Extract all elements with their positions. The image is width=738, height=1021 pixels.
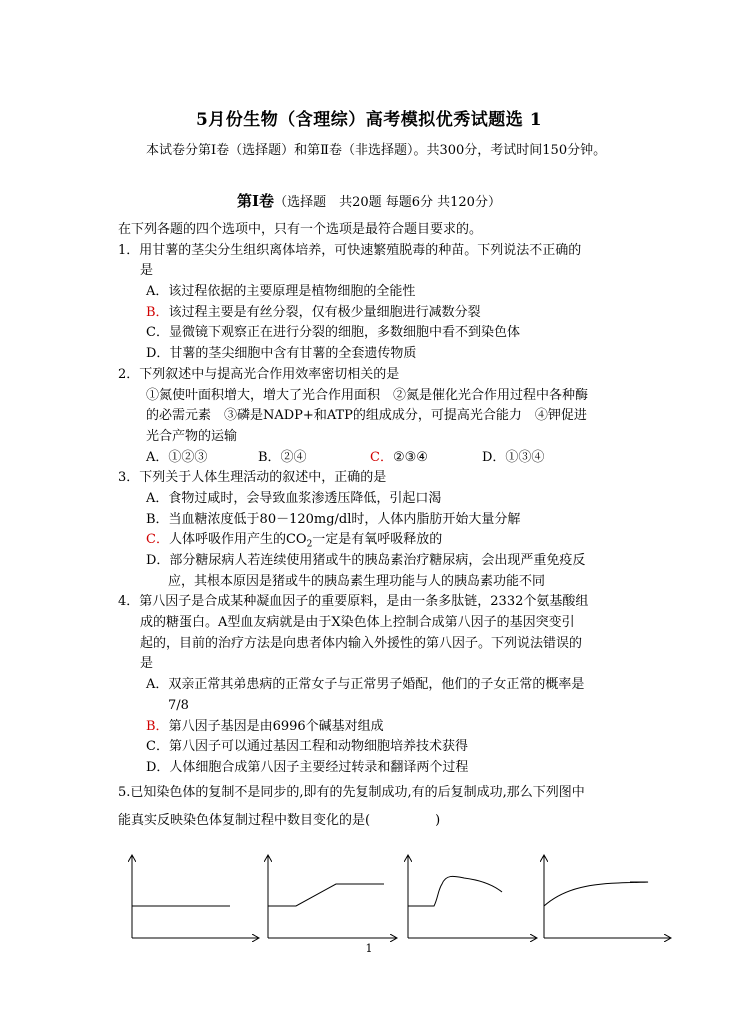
q2-statement-line-3: 光合产物的运输 xyxy=(146,428,238,444)
q3-option-b: B．当血糖浓度低于80－120mg/dl时，人体内脂肪开始大量分解 xyxy=(146,511,521,527)
q5-graph-options xyxy=(118,850,678,950)
q3-option-c-subscript: 2 xyxy=(306,539,313,550)
q3-option-c xyxy=(118,530,628,551)
q4-option-b xyxy=(118,717,628,738)
graph-3 xyxy=(408,856,536,938)
q2-option-c xyxy=(370,448,482,469)
exam-intro: 本试卷分第Ⅰ卷（选择题）和第Ⅱ卷（非选择题）。共300分，考试时间150分钟。 xyxy=(146,143,607,158)
q5-stem-line-2: 能真实反映染色体复制过程中数目变化的是( ) xyxy=(118,813,441,829)
q3-option-c-text: 人体呼吸作用产生的CO xyxy=(168,532,307,548)
section-detail: （选择题 共20题 每题6分 共120分） xyxy=(274,195,501,210)
q4-option-c: C．第八因子可以通过基因工程和动物细胞培养技术获得 xyxy=(146,739,468,755)
section-heading xyxy=(0,190,738,211)
questions xyxy=(118,220,628,832)
graph-3-curve xyxy=(408,876,502,906)
q1-option-d: D．甘薯的茎尖细胞中含有甘薯的全套遗传物质 xyxy=(146,346,417,362)
instruction: 在下列各题的四个选项中，只有一个选项是最符合题目要求的。 xyxy=(118,222,483,237)
q1-option-b xyxy=(118,303,628,324)
q1-option-c: C．显微镜下观察正在进行分裂的细胞，多数细胞中看不到染色体 xyxy=(146,325,520,341)
q2-statement-line-1: ①氮使叶面积增大，增大了光合作用面积 ②氮是催化光合作用过程中各种酶 xyxy=(146,387,589,403)
q4-option-a-line-2: 7/8 xyxy=(168,697,189,713)
q4-stem-line-3: 起的，目前的治疗方法是向患者体内输入外援性的第八因子。下列说法错误的 xyxy=(140,635,583,651)
graph-4 xyxy=(544,856,670,938)
page-number: 1 xyxy=(365,942,373,955)
q2-option-d: D．①③④ xyxy=(482,449,545,465)
q5-stem-line-1: 5.已知染色体的复制不是同步的,即有的先复制成功,有的后复制成功,那么下列图中 xyxy=(118,784,585,800)
q1-option-a: A．该过程依据的主要原理是植物细胞的全能性 xyxy=(146,284,416,300)
q2-statement-line-2: 的必需元素 ③磷是NADP+和ATP的组成成分，可提高光合能力 ④钾促进 xyxy=(146,408,587,424)
q4-stem-line-1: 4．第八因子是合成某种凝血因子的重要原料，是由一条多肽链，2332个氨基酸组 xyxy=(118,594,589,610)
q4-option-b-text: 第八因子基因是由6996个碱基对组成 xyxy=(168,718,384,734)
q4-answer-marker: B． xyxy=(146,718,169,734)
q3-option-c-text-end: 一定是有氧呼吸释放的 xyxy=(312,532,443,548)
q3-option-d-line-1: D．部分糖尿病人若连续使用猪或牛的胰岛素治疗糖尿病，会出现严重免疫反 xyxy=(146,553,586,568)
page-title: 5月份生物（含理综）高考模拟优秀试题选 1 xyxy=(195,110,543,130)
q4-stem-line-2: 成的糖蛋白。A型血友病就是由于X染色体上控制合成第八因子的基因突变引 xyxy=(140,615,575,631)
q1-option-b-text: 该过程主要是有丝分裂，仅有极少量细胞进行减数分裂 xyxy=(168,304,481,320)
q4-stem-line-4: 是 xyxy=(140,656,154,672)
q2-option-b: B．②④ xyxy=(258,449,307,465)
q4-option-d: D．人体细胞合成第八因子主要经过转录和翻译两个过程 xyxy=(146,759,469,775)
q1-stem-line-2: 是 xyxy=(140,263,154,279)
graph-2 xyxy=(268,856,396,938)
q2-options xyxy=(118,448,628,469)
graph-4-curve xyxy=(544,882,648,906)
q1-stem-line-1: 1．用甘薯的茎尖分生组织离体培养，可快速繁殖脱毒的种苗。下列说法不正确的 xyxy=(118,242,582,258)
q1-answer-marker: B． xyxy=(146,304,169,320)
q3-option-a: A．食物过咸时，会导致血浆渗透压降低，引起口渴 xyxy=(146,490,442,506)
q2-option-a: A．①②③ xyxy=(146,449,208,465)
section-label: 第Ⅰ卷 xyxy=(237,192,275,210)
graph-1 xyxy=(132,856,258,938)
q2-answer-marker: C． xyxy=(370,449,393,465)
q3-answer-marker: C． xyxy=(146,532,169,548)
q2-stem: 2．下列叙述中与提高光合作用效率密切相关的是 xyxy=(118,366,400,382)
q3-stem: 3．下列关于人体生理活动的叙述中，正确的是 xyxy=(118,470,387,486)
graph-2-curve xyxy=(268,884,384,906)
q4-option-a-line-1: A．双亲正常其弟患病的正常女子与正常男子婚配，他们的子女正常的概率是 xyxy=(146,677,585,693)
q2-option-c-text: ②③④ xyxy=(392,449,428,465)
q3-option-d-line-2: 应，其根本原因是猪或牛的胰岛素生理功能与人的胰岛素功能不同 xyxy=(168,573,546,589)
